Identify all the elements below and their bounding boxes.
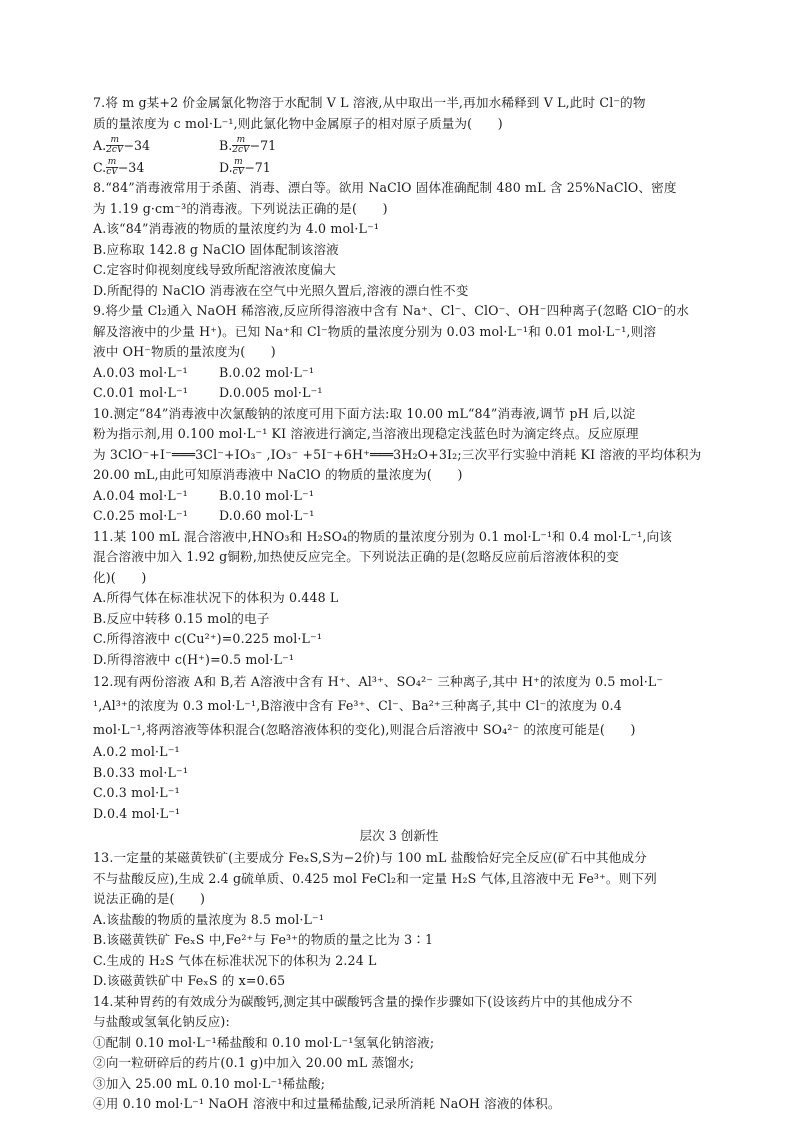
section-heading: 层次 3 创新性: [359, 828, 439, 843]
option-a: A.该盐酸的物质的量浓度为 8.5 mol·L⁻¹: [93, 911, 325, 927]
exam-page: [93, 93, 705, 1115]
question-10: [93, 404, 705, 527]
option-d-fraction: [233, 158, 245, 177]
option-c: C.0.3 mol·L⁻¹: [93, 785, 180, 800]
fraction-denominator: 2cV: [106, 144, 124, 155]
option-a: A.该“84”消毒液的物质的量浓度约为 4.0 mol·L⁻¹: [93, 221, 380, 236]
question-13-stem-line-3: 说法正确的是( ): [93, 891, 206, 906]
question-7-options-ab: [93, 134, 705, 156]
option-c: C.生成的 H₂S 气体在标准状况下的体积为 2.24 L: [93, 952, 377, 968]
question-9-stem-line-2: 解及溶液中的少量 H⁺)。已知 Na⁺和 Cl⁻物质的量浓度分别为 0.03 mol·L⁻¹和 0.01 mol·L⁻¹,则溶: [93, 323, 657, 339]
option-a: A.0.03 mol·L⁻¹: [93, 364, 188, 380]
option-b: B.0.10 mol·L⁻¹: [219, 487, 315, 503]
question-11: [93, 527, 705, 671]
option-d: D.所配得的 NaClO 消毒液在空气中光照久置后,溶液的漂白性不变: [93, 282, 469, 298]
step-1: ①配制 0.10 mol·L⁻¹稀盐酸和 0.10 mol·L⁻¹氢氧化钠溶液;: [93, 1034, 435, 1050]
question-9-stem-line-1: 9.将少量 Cl₂通入 NaOH 稀溶液,反应所得溶液中含有 Na⁺、Cl⁻、ClO⁻、OH⁻四种离子(忽略 ClO⁻的水: [93, 303, 689, 318]
option-b: B.0.33 mol·L⁻¹: [93, 764, 189, 780]
option-d: D.该磁黄铁矿中 FeₓS 的 x=0.65: [93, 973, 286, 988]
question-12-stem-line-3: mol·L⁻¹,将两溶液等体积混合(忽略溶液体积的变化),则混合后溶液中 SO₄²⁻ 的浓度可能是( ): [93, 722, 636, 737]
option-d: D.0.60 mol·L⁻¹: [219, 508, 315, 523]
option-c-prefix: C.: [93, 159, 107, 175]
option-a: A.所得气体在标准状况下的体积为 0.448 L: [93, 590, 339, 605]
step-2: ②向一粒研碎后的药片(0.1 g)中加入 20.00 mL 蒸馏水;: [93, 1055, 415, 1070]
question-10-stem-line-1: 10.测定“84”消毒液中次氯酸钠的浓度可用下面方法:取 10.00 mL“84”消毒液,调节 pH 后,以淀: [93, 405, 636, 421]
question-13-stem-line-2: 不与盐酸反应),生成 2.4 g硫单质、0.425 mol FeCl₂和一定量 H₂S 气体,且溶液中无 Fe³⁺。则下列: [93, 870, 657, 886]
question-7-stem-line-2: 质的量浓度为 c mol·L⁻¹,则此氯化物中金属原子的相对原子质量为( ): [93, 115, 503, 131]
option-d: D.0.005 mol·L⁻¹: [219, 385, 323, 400]
question-9-options-cd: [93, 383, 705, 404]
question-7-options-cd: [93, 156, 705, 178]
option-a-prefix: A.: [93, 137, 107, 153]
option-b: B.该磁黄铁矿 FeₓS 中,Fe²⁺与 Fe³⁺的物质的量之比为 3∶1: [93, 932, 434, 947]
fraction-numerator: m: [232, 136, 249, 146]
fraction-numerator: m: [106, 136, 123, 146]
fraction-denominator: 2cV: [232, 144, 250, 155]
option-a-suffix: −34: [123, 137, 150, 153]
option-d: D.所得溶液中 c(H⁺)=0.5 mol·L⁻¹: [93, 651, 295, 667]
question-10-options-cd: [93, 506, 705, 527]
question-12: [93, 670, 705, 824]
option-c: C.定容时仰视刻度线导致所配溶液浓度偏大: [93, 262, 336, 277]
option-d: [219, 158, 345, 177]
step-3: ③加入 25.00 mL 0.10 mol·L⁻¹稀盐酸;: [93, 1075, 326, 1091]
option-a: A.0.2 mol·L⁻¹: [93, 744, 180, 759]
option-b-fraction: [232, 136, 249, 155]
question-10-stem-line-3: 为 3ClO⁻+I⁻═══3Cl⁻+IO₃⁻ ,IO₃⁻ +5I⁻+6H⁺═══3H₂O+3I₂;三次平行实验中消耗 KI 溶液的平均体积为: [93, 446, 702, 462]
question-11-stem-line-1: 11.某 100 mL 混合溶液中,HNO₃和 H₂SO₄的物质的量浓度分别为 0.1 mol·L⁻¹和 0.4 mol·L⁻¹,向该: [93, 528, 673, 544]
option-c-suffix: −34: [117, 159, 145, 175]
question-8-stem-line-2: 为 1.19 g·cm⁻³的消毒液。下列说法正确的是( ): [93, 200, 388, 216]
question-12-stem-line-1: 12.现有两份溶液 A和 B,若 A溶液中含有 H⁺、Al³⁺、SO₄²⁻ 三种离子,其中 H⁺的浓度为 0.5 mol·L⁻: [93, 674, 664, 689]
question-10-stem-line-2: 粉为指示剂,用 0.100 mol·L⁻¹ KI 溶液进行滴定,当溶液出现稳定浅蓝色时为滴定终点。反应原理: [93, 426, 639, 441]
option-a: A.0.04 mol·L⁻¹: [93, 487, 188, 503]
question-10-stem-line-4: 20.00 mL,由此可知原消毒液中 NaClO 的物质的量浓度为( ): [93, 467, 463, 482]
question-13-stem-line-1: 13.一定量的某磁黄铁矿(主要成分 FeₓS,S为−2价)与 100 mL 盐酸恰好完全反应(矿石中其他成分: [93, 850, 647, 865]
option-c: C.0.01 mol·L⁻¹: [93, 385, 188, 400]
option-c-fraction: [106, 158, 118, 177]
fraction-denominator: cV: [232, 166, 245, 177]
option-b-suffix: −71: [249, 137, 277, 153]
option-b: B.应称取 142.8 g NaClO 固体配制该溶液: [93, 241, 339, 257]
option-b: B.0.02 mol·L⁻¹: [219, 364, 315, 380]
question-9-stem-line-3: 液中 OH⁻物质的量浓度为( ): [93, 344, 276, 359]
question-10-options-ab: [93, 486, 705, 507]
option-c: C.0.25 mol·L⁻¹: [93, 508, 188, 523]
step-4: ④用 0.10 mol·L⁻¹ NaOH 溶液中和过量稀盐酸,记录所消耗 NaOH 溶液的体积。: [93, 1096, 561, 1111]
question-14-stem-line-2: 与盐酸或氢氧化钠反应):: [93, 1014, 230, 1029]
question-7: [93, 93, 705, 178]
question-8: [93, 178, 705, 301]
question-11-stem-line-2: 混合溶液中加入 1.92 g铜粉,加热使反应完全。下列说法正确的是(忽略反应前后溶液体积的变: [93, 549, 619, 564]
option-d-prefix: D.: [219, 159, 233, 175]
option-d: D.0.4 mol·L⁻¹: [93, 805, 181, 821]
question-9: [93, 301, 705, 404]
fraction-numerator: m: [107, 156, 117, 167]
fraction-denominator: cV: [106, 166, 118, 177]
option-c: C.所得溶液中 c(Cu²⁺)=0.225 mol·L⁻¹: [93, 631, 323, 646]
question-14-stem-line-1: 14.某种胃药的有效成分为碳酸钙,测定其中碳酸钙含量的操作步骤如下(设该药片中的其他成分不: [93, 993, 633, 1009]
question-9-options-ab: [93, 363, 705, 384]
fraction-numerator: m: [234, 156, 243, 167]
question-8-stem-line-1: 8.“84”消毒液常用于杀菌、消毒、漂白等。欲用 NaClO 固体准确配制 480 mL 含 25%NaClO、密度: [93, 180, 677, 195]
question-11-stem-line-3: 化)( ): [93, 569, 147, 585]
option-b: [219, 136, 345, 155]
option-b-prefix: B.: [219, 137, 233, 153]
option-a-fraction: [106, 136, 123, 155]
option-c: [93, 158, 219, 177]
option-d-suffix: −71: [244, 159, 271, 175]
option-a: [93, 136, 219, 155]
question-7-stem-line-1: 7.将 m g某+2 价金属氯化物溶于水配制 V L 溶液,从中取出一半,再加水稀释到 V L,此时 Cl⁻的物: [93, 95, 646, 110]
question-12-stem-line-2: ¹,Al³⁺的浓度为 0.3 mol·L⁻¹,B溶液中含有 Fe³⁺、Cl⁻、Ba²⁺三种离子,其中 Cl⁻的浓度为 0.4: [93, 698, 622, 713]
question-14: [93, 992, 705, 1115]
option-b: B.反应中转移 0.15 mol的电子: [93, 610, 270, 626]
question-13: [93, 848, 705, 992]
